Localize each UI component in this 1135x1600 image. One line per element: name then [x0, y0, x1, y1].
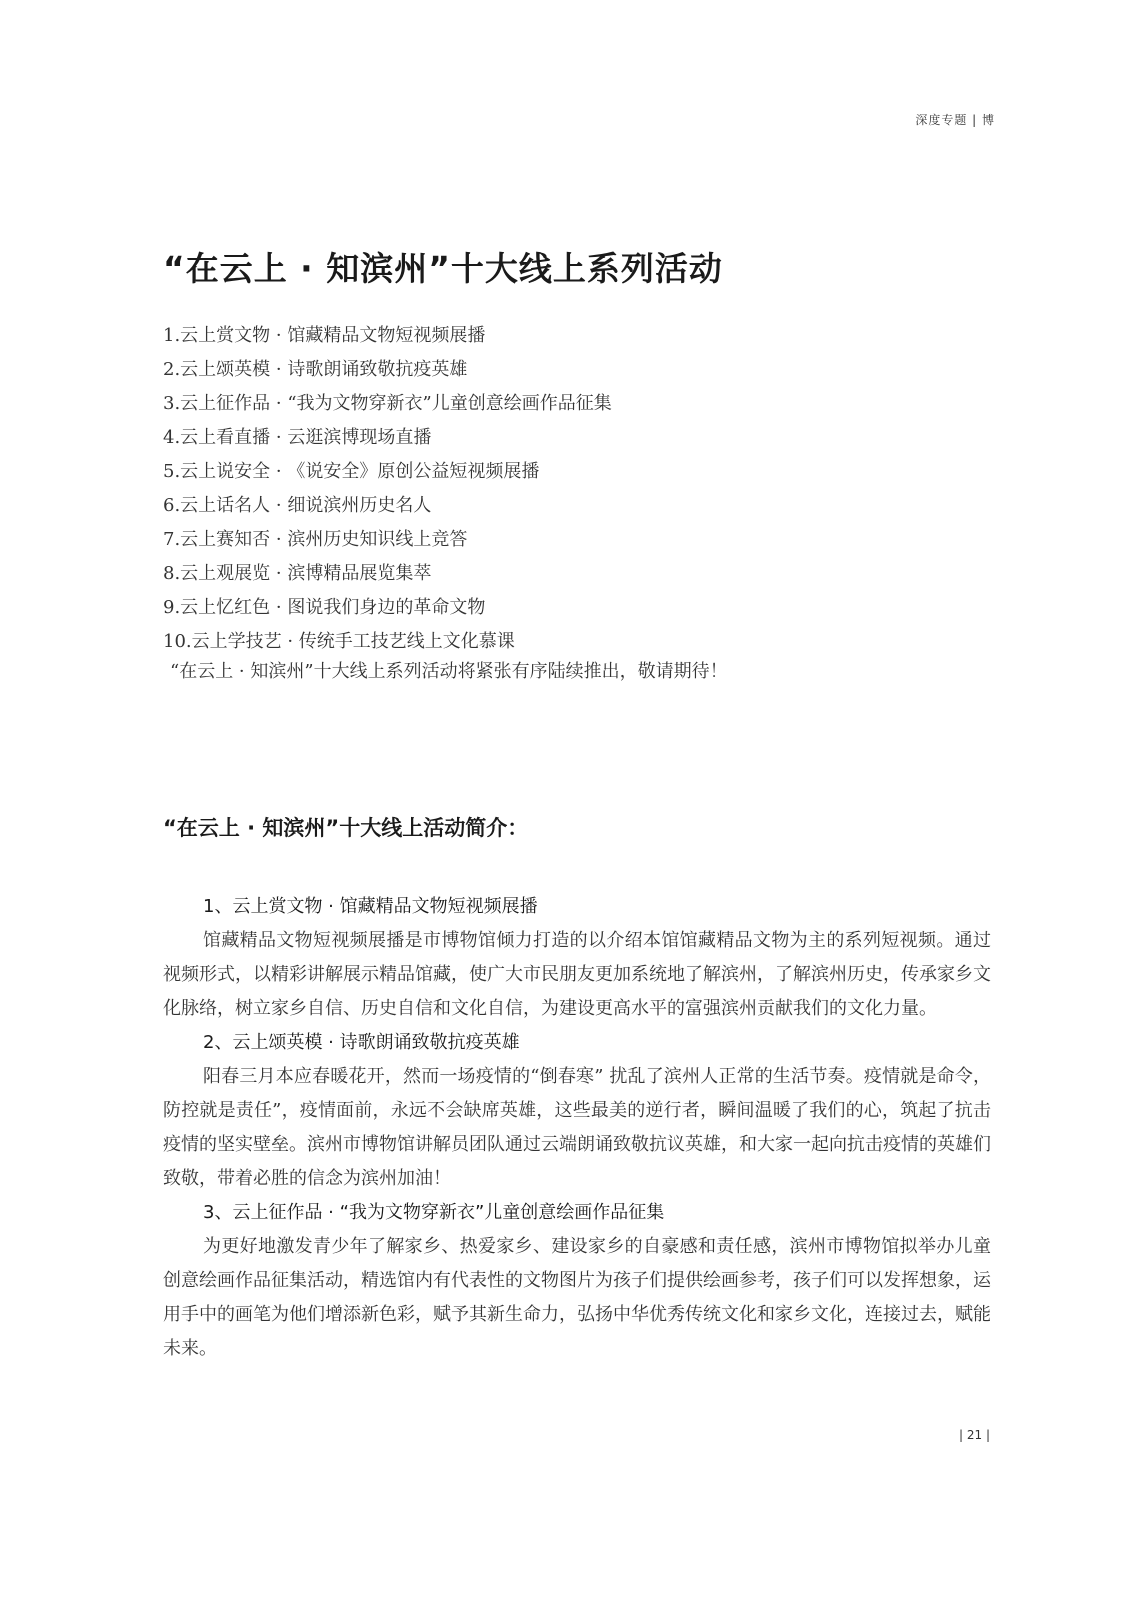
- section-title: 1、云上赏文物 · 馆藏精品文物短视频展播: [203, 896, 538, 917]
- page-number: | 21 |: [959, 1428, 990, 1442]
- activity-item: 2.云上颂英模 · 诗歌朗诵致敬抗疫英雄: [163, 359, 468, 380]
- intro-section: [163, 1196, 991, 1366]
- intro-heading: “在云上 · 知滨州”十大线上活动简介：: [163, 816, 529, 840]
- activity-item: 4.云上看直播 · 云逛滨博现场直播: [163, 427, 432, 448]
- activity-item: 7.云上赛知否 · 滨州历史知识线上竞答: [163, 529, 468, 550]
- activity-item: 9.云上忆红色 · 图说我们身边的革命文物: [163, 597, 486, 618]
- closing-note: “在云上 · 知滨州”十大线上系列活动将紧张有序陆续推出，敬请期待！: [170, 661, 728, 682]
- activity-item: 10.云上学技艺 · 传统手工技艺线上文化慕课: [163, 631, 515, 652]
- activity-item: 5.云上说安全 · 《说安全》原创公益短视频展播: [163, 461, 540, 482]
- activity-item: 6.云上话名人 · 细说滨州历史名人: [163, 495, 432, 516]
- intro-section: [163, 1026, 991, 1196]
- section-title: 3、云上征作品 · “我为文物穿新衣”儿童创意绘画作品征集: [203, 1202, 665, 1223]
- section-tag: 深度专题 | 博: [915, 113, 995, 127]
- page-title: “在云上 · 知滨州”十大线上系列活动: [163, 249, 723, 288]
- activity-item: 1.云上赏文物 · 馆藏精品文物短视频展播: [163, 325, 486, 346]
- activity-item: 3.云上征作品 · “我为文物穿新衣”儿童创意绘画作品征集: [163, 393, 612, 414]
- intro-section: [163, 890, 991, 1026]
- activity-item: 8.云上观展览 · 滨博精品展览集萃: [163, 563, 432, 584]
- section-title: 2、云上颂英模 · 诗歌朗诵致敬抗疫英雄: [203, 1032, 520, 1053]
- intro-body: [163, 890, 991, 1366]
- section-paragraph: 为更好地激发青少年了解家乡、热爱家乡、建设家乡的自豪感和责任感，滨州市博物馆拟举办儿童创意绘画作品征集活动，精选馆内有代表性的文物图片为孩子们提供绘画参考，孩子们可以发挥想象，运用手中的画笔为他们增添新色彩，赋予其新生命力，弘扬中华优秀传统文化和家乡文化，连接过去，赋能未来。: [163, 1236, 991, 1359]
- section-paragraph: 阳春三月本应春暖花开，然而一场疫情的“倒春寒” 扰乱了滨州人正常的生活节奏。疫情就是命令，防控就是责任”，疫情面前，永远不会缺席英雄，这些最美的逆行者，瞬间温暖了我们的心，筑起了抗击疫情的坚实壁垒。滨州市博物馆讲解员团队通过云端朗诵致敬抗议英雄，和大家一起向抗击疫情的英雄们致敬，带着必胜的信念为滨州加油！: [163, 1066, 991, 1189]
- activity-list: [163, 319, 1003, 659]
- section-paragraph: 馆藏精品文物短视频展播是市博物馆倾力打造的以介绍本馆馆藏精品文物为主的系列短视频。通过视频形式，以精彩讲解展示精品馆藏，使广大市民朋友更加系统地了解滨州，了解滨州历史，传承家乡文化脉络，树立家乡自信、历史自信和文化自信，为建设更高水平的富强滨州贡献我们的文化力量。: [163, 930, 991, 1019]
